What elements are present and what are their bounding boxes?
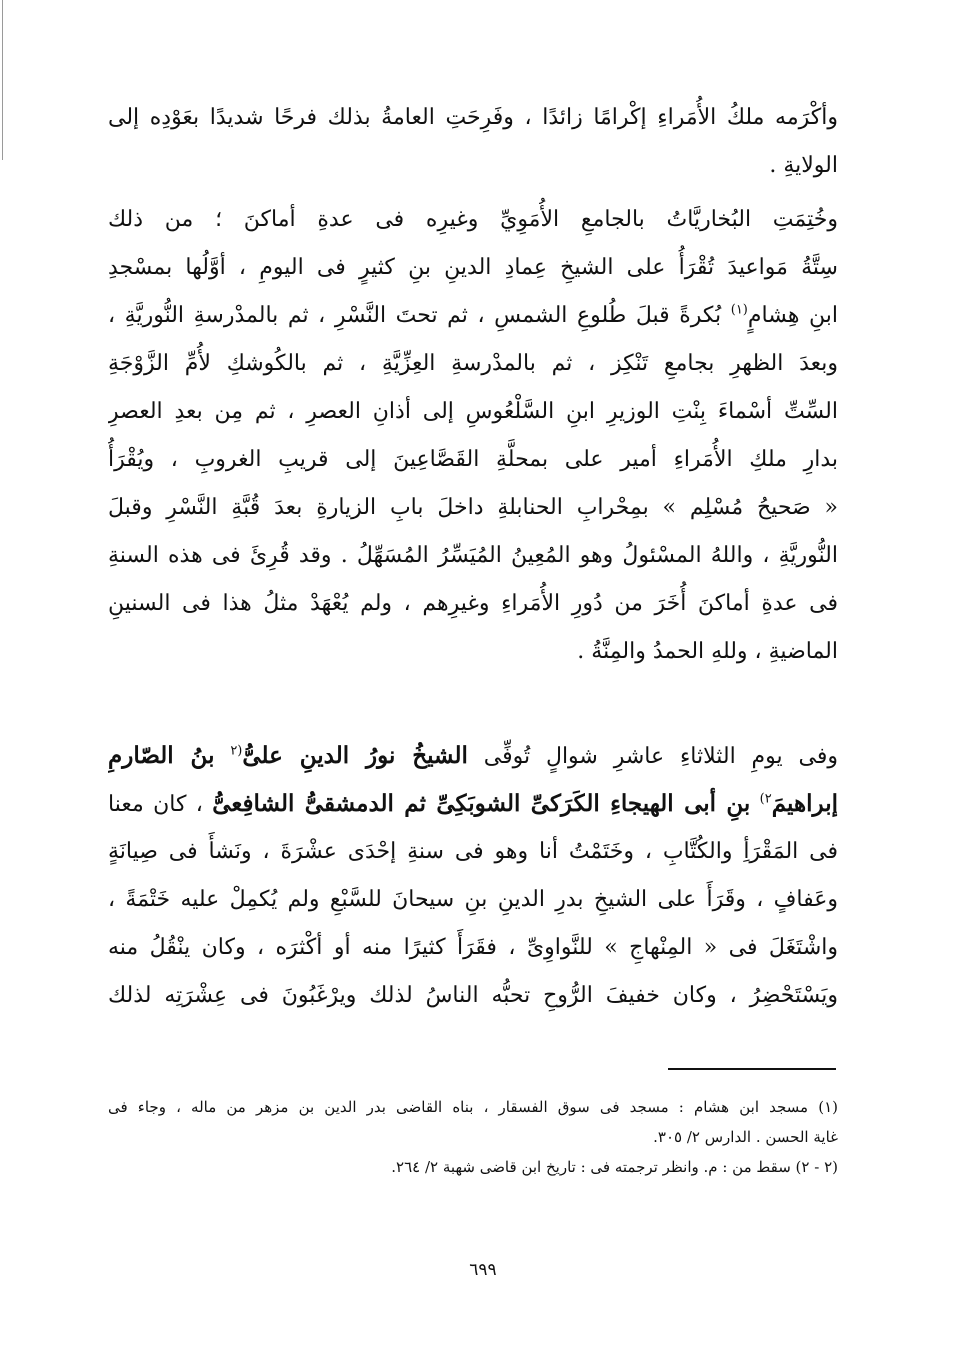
text-line: وبعدَ الظهرِ بجامعِ تَنْكِز ، ثم بالمدْرسةِ العِزِّيَّةِ ، ثم بالكُوشكِ لأُمِّ الزَّوْجَةِ (108, 351, 838, 376)
paragraph-2 (108, 196, 838, 676)
text-line: فى المَقْرَأِ والكُتَّابِ ، وخَتَمْتُ أنا وهو فى سنةِ إحْدَى عشْرَةَ ، ونَشأَ فى صِيانَةٍ (108, 839, 838, 864)
footnote-marker-2-close: ٢) (759, 791, 772, 807)
footnote-marker-1: (١) (730, 302, 748, 318)
person-name-bold: بنِ أبى الهيجاءِ الكَرَكىِّ الشوبَكِىِّ ثم الدمشقىُّ الشافِعىُّ (212, 790, 751, 817)
footnote-1-line-1: (١) مسجد ابن هشام : مسجد فى سوق الفسقار ، بناه القاضى بدر الدين بن مزهر من ماله ، وجاء فى (108, 1098, 838, 1116)
footnote-marker-2-open: (٢ (230, 743, 243, 759)
text-fragment: ، كان معنا (108, 792, 203, 817)
text-line-with-footnote-marker (108, 292, 838, 340)
text-line: واشْتَغَلَ فى « المِنْهاجِ » للنَّواوِىِّ ، فقَرَأَ كثيرًا منه أو أكْثرَه ، وكان ينْقُلُ منه (108, 935, 838, 960)
text-line: النُّوريَّةِ ، واللهُ المسْئولُ وهو المُعِينُ المُيَسِّرُ المُسَهِّلُ . وقد قُرِئَ فى هذه السنةِ (108, 543, 838, 568)
footnotes (108, 1092, 838, 1182)
text-line: السِّتِّ أسْماءَ بِنْتِ الوزيرِ ابنِ السَّلْعُوسِ إلى أذانِ العصرِ ، ثم مِن بعدِ العصرِ (108, 399, 838, 424)
text-line: سِتَّةُ مَواعيدَ تُقْرَأُ على الشيخِ عِمادِ الدينِ بنِ كثيرٍ فى اليومِ ، أوَّلُها بمسْجدِ (108, 255, 838, 280)
footnote-2: (٢ - ٢) سقط من : م. وانظر ترجمته فى : تاريخ ابن قاضى شهبة ٢/ ٢٦٤. (391, 1158, 838, 1176)
page-number: ٦٩٩ (469, 1260, 497, 1280)
text-line: فى عدةِ أماكنَ أُخَرَ من دُورِ الأُمَراءِ وغيرِهم ، ولم يُعْهَدْ مثلُ هذا فى السنينِ (108, 591, 838, 616)
text-line (108, 780, 838, 828)
person-name-bold: الشيخُ نورُ الدينِ علىُّ (242, 742, 468, 769)
text-line: « صَحيحُ مُسْلِم » بمِحْرابِ الحنابلةِ داخلَ بابِ الزيارةِ بعدَ قُبَّةِ النَّسْرِ وقبلَ (108, 495, 838, 520)
text-line: وخُتِمَتِ البُخاريَّاتُ بالجامعِ الأُمَوِيِّ وغيرِه فى عدةِ أماكنَ ؛ من ذلك (108, 207, 838, 232)
text-fragment: بُكرةً قبلَ طُلوعِ الشمسِ ، ثم تحتَ النَّسْرِ ، ثم بالمدْرسةِ النُّوريَّةِ ، (108, 303, 722, 328)
text-fragment: ابنِ هِشامٍ (747, 303, 838, 328)
paragraph-1 (108, 94, 838, 190)
text-line: ويَسْتَحْضِرُ ، وكان خفيفَ الرُّوحِ تحبُّه الناسُ لذلك ويرْغَبُونَ فى عِشْرَتِه لذلك (108, 983, 838, 1008)
text-line: وعَفافٍ ، وقَرَأَ على الشيخِ بدرِ الدينِ بنِ سيحانَ للسَّبْعِ ولم يُكمِلْ عليه خَتْمَةً ، (108, 887, 838, 912)
text-line: وأكْرَمه ملكُ الأُمَراءِ إكْرامًا زائدًا ، وفَرِحَتِ العامةُ بذلك فرحًا شديدًا بعَوْدِه إلى (108, 105, 838, 130)
text-line: الولايةِ . (769, 153, 838, 178)
scan-edge-line (2, 0, 3, 160)
text-line (108, 732, 838, 780)
footnote-separator (668, 1068, 836, 1070)
footnote-1-line-2: غاية الحسن . الدارس ٢/ ٣٠٥. (653, 1128, 838, 1146)
paragraph-3 (108, 732, 838, 1020)
text-fragment: وفى يومِ الثلاثاءِ عاشرِ شوالٍ تُوفِّى (483, 744, 838, 769)
person-name-bold: إبراهيمَ (771, 790, 838, 817)
text-line: الماضيةِ ، وللهِ الحمدُ والمِنَّةُ . (577, 639, 838, 664)
text-line: بدارِ ملكِ الأُمَراءِ أمير على بمحلَّةِ القَصَّاعِينَ إلى قريبِ الغروبِ ، ويُقْرَأُ (108, 447, 838, 472)
person-name-bold: بنُ الصّارمِ (108, 742, 215, 769)
